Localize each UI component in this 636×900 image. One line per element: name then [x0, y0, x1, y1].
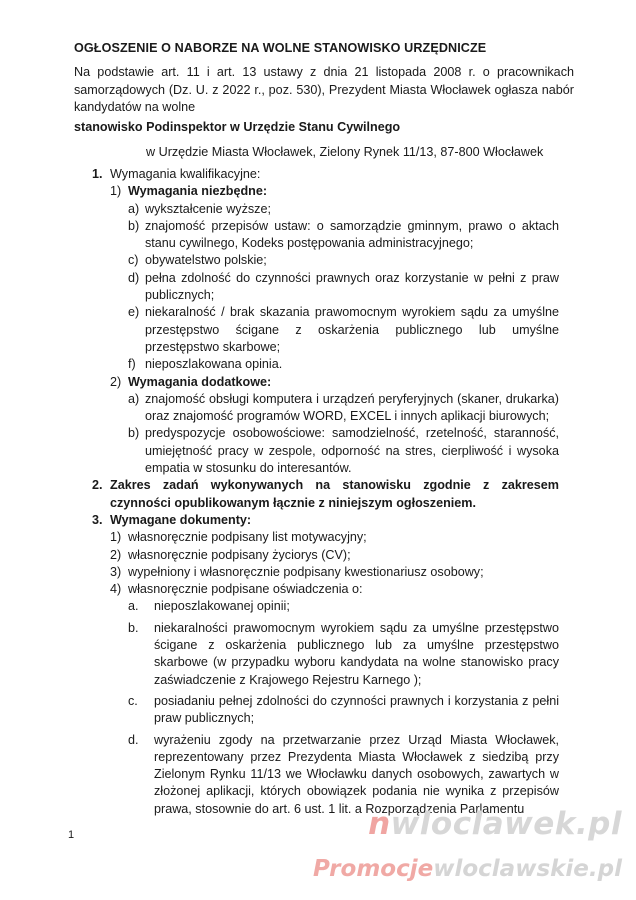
- list-item: [74, 391, 559, 426]
- section-number: 1.: [92, 167, 103, 181]
- list-item: [74, 564, 559, 581]
- list-item-marker: b): [128, 218, 140, 233]
- list-item: [74, 356, 559, 373]
- list-item-marker: d.: [128, 732, 139, 747]
- list-item-text: wykształcenie wyższe;: [145, 201, 271, 216]
- list-item-marker: 1): [110, 530, 122, 545]
- intro-paragraph: Na podstawie art. 11 i art. 13 ustawy z dnia 21 listopada 2008 r. o pracownikach samorządowych (Dz. U. z 2022 r., poz. 530), Prezydent Miasta Włocławek ogłasza nabór kandydatów na wolne: [74, 65, 574, 114]
- watermark-text-gray: wloclawek.pl: [390, 806, 622, 842]
- list-item-marker: f): [128, 357, 136, 372]
- list-item-marker: 2): [110, 547, 122, 562]
- list-item-text: pełna zdolność do czynności prawnych oraz korzystanie w pełni z praw publicznych;: [145, 270, 559, 303]
- section-title: Wymagane dokumenty:: [110, 512, 252, 527]
- list-item-text: predyspozycje osobowościowe: samodzielność, rzetelność, staranność, umiejętność pracy w zespole, odporność na stres, cierpliwość i wysoka empatia w stosunku do interesantów.: [145, 426, 559, 476]
- section-number: 3.: [92, 512, 103, 527]
- document-body: [74, 166, 559, 818]
- list-item-marker: c.: [128, 693, 138, 708]
- list-item-text: obywatelstwo polskie;: [145, 253, 267, 268]
- workplace-address: w Urzędzie Miasta Włocławek, Zielony Rynek 11/13, 87-800 Włocławek: [146, 145, 544, 159]
- watermark-text-red: n: [368, 806, 391, 842]
- list-item-marker: 4): [110, 582, 122, 597]
- list-item-marker: b.: [128, 620, 139, 635]
- watermark-logo-nwloclawek: [368, 806, 622, 842]
- section-1-heading: [74, 166, 559, 183]
- subsection-title: Wymagania dodatkowe:: [128, 374, 272, 389]
- list-item: [74, 529, 559, 546]
- list-item: [74, 218, 559, 253]
- list-item: [74, 547, 559, 564]
- position-heading: stanowisko Podinspektor w Urzędzie Stanu Cywilnego: [74, 120, 401, 134]
- list-item-marker: e): [128, 305, 140, 320]
- list-item-text: własnoręcznie podpisany list motywacyjny;: [128, 530, 367, 545]
- list-item: [74, 732, 559, 818]
- list-item-marker: c): [128, 253, 139, 268]
- subsection-required-heading: [74, 183, 559, 200]
- subsection-number: 1): [110, 184, 122, 199]
- page-number: 1: [68, 829, 75, 841]
- list-item-marker: a): [128, 201, 140, 216]
- section-title: Wymagania kwalifikacyjne:: [110, 167, 261, 181]
- list-item: [74, 304, 559, 356]
- list-item: [74, 693, 559, 728]
- list-item-text: własnoręcznie podpisany życiorys (CV);: [128, 547, 351, 562]
- subsection-number: 2): [110, 374, 122, 389]
- section-number: 2.: [92, 478, 103, 493]
- list-item-text: wypełniony i własnoręcznie podpisany kwestionariusz osobowy;: [128, 564, 484, 579]
- list-item: [74, 425, 559, 477]
- subsection-title: Wymagania niezbędne:: [128, 184, 268, 199]
- list-item-text: znajomość obsługi komputera i urządzeń peryferyjnych (skaner, drukarka) oraz znajomość programów WORD, EXCEL i innych aplikacji biurowych;: [145, 391, 559, 424]
- list-item: [74, 620, 559, 689]
- section-2-heading: [74, 477, 559, 512]
- list-item-text: posiadaniu pełnej zdolności do czynności prawnych i korzystania z pełni praw publicznych;: [154, 693, 559, 726]
- list-item: [74, 581, 559, 598]
- list-item-marker: b): [128, 426, 140, 441]
- list-item: [74, 598, 559, 615]
- list-item-marker: 3): [110, 564, 122, 579]
- section-3-heading: [74, 512, 559, 529]
- list-item-text: nieposzlakowanej opinii;: [154, 599, 290, 614]
- list-item-text: znajomość przepisów ustaw: o samorządzie gminnym, prawo o aktach stanu cywilnego, Kodeks postępowania administracyjnego;: [145, 218, 559, 251]
- list-item: [74, 201, 559, 218]
- list-item-marker: a.: [128, 599, 139, 614]
- watermark-text-gray: wloclawskie.pl: [433, 856, 622, 882]
- section-title: Zakres zadań wykonywanych na stanowisku zgodnie z zakresem czynności opublikowanym łącznie z niniejszym ogłoszeniem.: [110, 478, 559, 510]
- list-item-text: niekaralności prawomocnym wyrokiem sądu za umyślne przestępstwo ścigane z oskarżenia publicznego lub za umyślne przestępstwo skarbowe (w przypadku wyboru kandydata na wolne stanowisko pracy zaświadczenie z Krajowego Rejestru Karnego );: [154, 620, 559, 687]
- list-item-marker: d): [128, 270, 140, 285]
- list-item: [74, 270, 559, 305]
- list-item-text: wyrażeniu zgody na przetwarzanie przez Urząd Miasta Włocławek, reprezentowany przez Prezydenta Miasta Włocławek z siedzibą przy Zielonym Rynku 11/13 we Włocławku danych osobowych, zawartych w złożonej aplikacji, których obowiązek podania nie wynika z przepisów prawa, stosownie do art. 6 ust. 1 lit. a Rozporządzenia Parlamentu: [154, 732, 559, 816]
- watermark-text-red: Promocje: [313, 856, 434, 882]
- list-item-marker: a): [128, 391, 140, 406]
- list-item-text: niekaralność / brak skazania prawomocnym wyrokiem sądu za umyślne przestępstwo ścigane z oskarżenia publicznego lub umyślne przestępstwo skarbowe;: [145, 305, 559, 354]
- list-item: [74, 252, 559, 269]
- subsection-additional-heading: [74, 374, 559, 391]
- document-title: OGŁOSZENIE O NABORZE NA WOLNE STANOWISKO URZĘDNICZE: [74, 41, 487, 55]
- list-item-text: własnoręcznie podpisane oświadczenia o:: [128, 582, 363, 597]
- list-item-text: nieposzlakowana opinia.: [145, 357, 283, 372]
- watermark-logo-promocje: [313, 856, 622, 882]
